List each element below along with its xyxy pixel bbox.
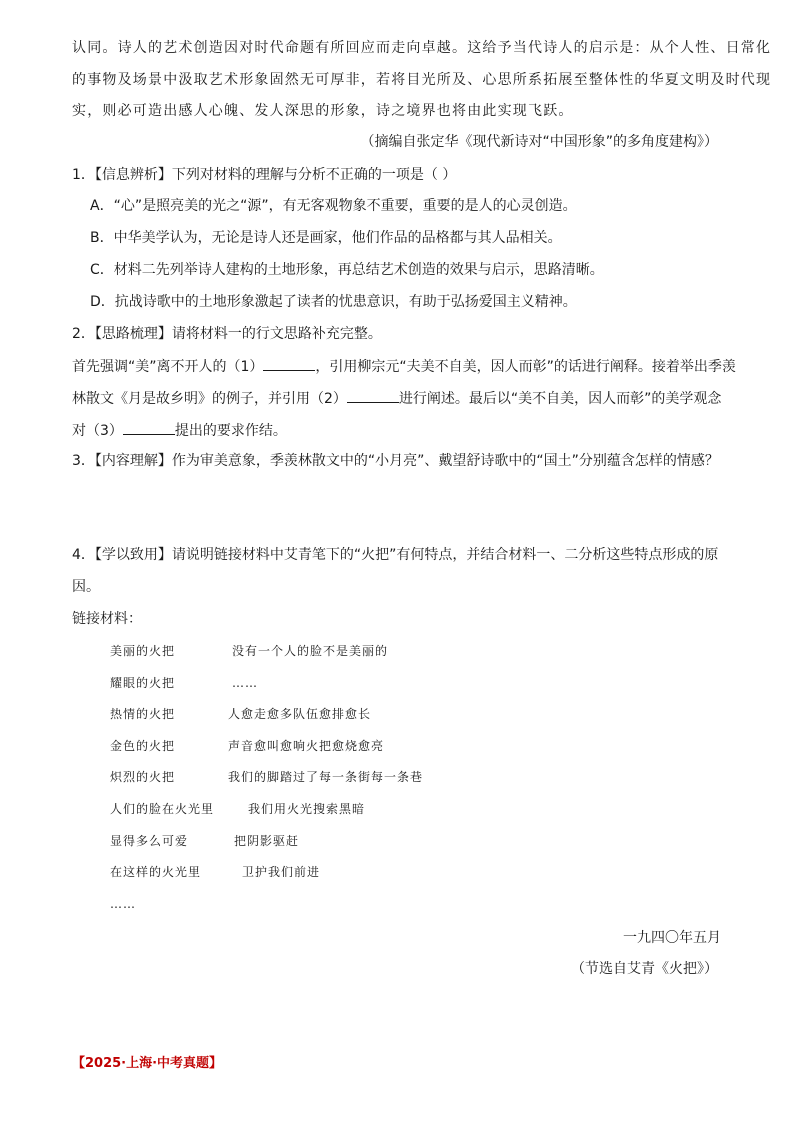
poem-line-left: 耀眼的火把 bbox=[110, 676, 176, 690]
poem-line-right: 声音愈叫愈响火把愈烧愈亮 bbox=[228, 739, 385, 753]
poem-line-left: …… bbox=[110, 897, 136, 911]
poem-line-left: 人们的脸在火光里 bbox=[110, 802, 215, 816]
q1-option-b: B．中华美学认为，无论是诗人还是画家，他们作品的品格都与其人品相关。 bbox=[90, 230, 562, 246]
q1-option-a: A．“心”是照亮美的光之“源”，有无客观物象不重要，重要的是人的心灵创造。 bbox=[90, 198, 577, 214]
q1-stem: 1．【信息辨析】下列对材料的理解与分析不正确的一项是（ ） bbox=[72, 167, 457, 183]
poem-line-left: 显得多么可爱 bbox=[110, 834, 189, 848]
q2-line-1-b: ，引用柳宗元“夫美不自美，因人而彰”的话进行阐释。接着举出季羡 bbox=[315, 359, 736, 375]
q3-stem: 3．【内容理解】作为审美意象，季羡林散文中的“小月亮”、戴望舒诗歌中的“国土”分别蕴含怎样的情感？ bbox=[72, 453, 719, 469]
q1-option-d: D．抗战诗歌中的土地形象激起了读者的忧患意识，有助于弘扬爱国主义精神。 bbox=[90, 294, 577, 310]
poem-line-right: 卫护我们前进 bbox=[242, 865, 321, 879]
poem-line-left: 在这样的火光里 bbox=[110, 865, 202, 879]
poem-line-left: 金色的火把 bbox=[110, 739, 176, 753]
q2-stem: 2．【思路梳理】请将材料一的行文思路补充完整。 bbox=[72, 326, 382, 342]
q4-stem-line-2: 因。 bbox=[72, 579, 100, 595]
link-material-label: 链接材料： bbox=[72, 611, 142, 627]
exam-source-tag: 【2025·上海·中考真题】 bbox=[72, 1056, 223, 1071]
intro-line-3: 实，则必可造出感人心魄、发人深思的形象，诗之境界也将由此实现飞跃。 bbox=[72, 103, 574, 119]
poem-line-left: 热情的火把 bbox=[110, 707, 176, 721]
poem-line-left: 炽烈的火把 bbox=[110, 770, 176, 784]
intro-line-1: 认同。诗人的艺术创造因对时代命题有所回应而走向卓越。这给予当代诗人的启示是：从个人性、日常化 bbox=[72, 40, 772, 56]
q4-stem-line-1: 4．【学以致用】请说明链接材料中艾青笔下的“火把”有何特点，并结合材料一、二分析这些特点形成的原 bbox=[72, 547, 719, 563]
q1-option-c: C．材料二先列举诗人建构的土地形象，再总结艺术创造的效果与启示，思路清晰。 bbox=[90, 262, 604, 278]
poem-line-right: 我们用火光搜索黑暗 bbox=[248, 802, 366, 816]
q2-line-2-a: 林散文《月是故乡明》的例子，并引用（2） bbox=[72, 391, 347, 407]
blank-1[interactable] bbox=[263, 355, 315, 371]
blank-2[interactable] bbox=[347, 387, 399, 403]
poem-line-right: …… bbox=[232, 676, 258, 690]
poem-line-right: 把阴影驱赶 bbox=[234, 834, 300, 848]
q2-line-1-a: 首先强调“美”离不开人的（1） bbox=[72, 359, 264, 375]
poem-date: 一九四〇年五月 bbox=[623, 930, 721, 946]
poem-line-left: 美丽的火把 bbox=[110, 644, 176, 658]
q2-line-3 bbox=[72, 419, 287, 441]
intro-line-2: 的事物及场景中汲取艺术形象固然无可厚非，若将目光所及、心思所系拓展至整体性的华夏文明及时代现 bbox=[72, 72, 772, 88]
poem-line-right: 没有一个人的脸不是美丽的 bbox=[232, 644, 389, 658]
q2-line-2 bbox=[72, 387, 721, 409]
q2-line-2-b: 进行阐述。最后以“美不自美，因人而彰”的美学观念 bbox=[398, 391, 722, 407]
poem-line-right: 人愈走愈多队伍愈排愈长 bbox=[228, 707, 372, 721]
intro-source: （摘编自张定华《现代新诗对“中国形象”的多角度建构》） bbox=[360, 134, 718, 150]
q2-line-3-a: 对（3） bbox=[72, 423, 123, 439]
blank-3[interactable] bbox=[123, 419, 175, 435]
poem-source: （节选自艾青《火把》） bbox=[571, 961, 718, 977]
poem-line-right: 我们的脚踏过了每一条街每一条巷 bbox=[228, 770, 424, 784]
q2-line-1 bbox=[72, 355, 736, 377]
q2-line-3-b: 提出的要求作结。 bbox=[174, 423, 287, 439]
